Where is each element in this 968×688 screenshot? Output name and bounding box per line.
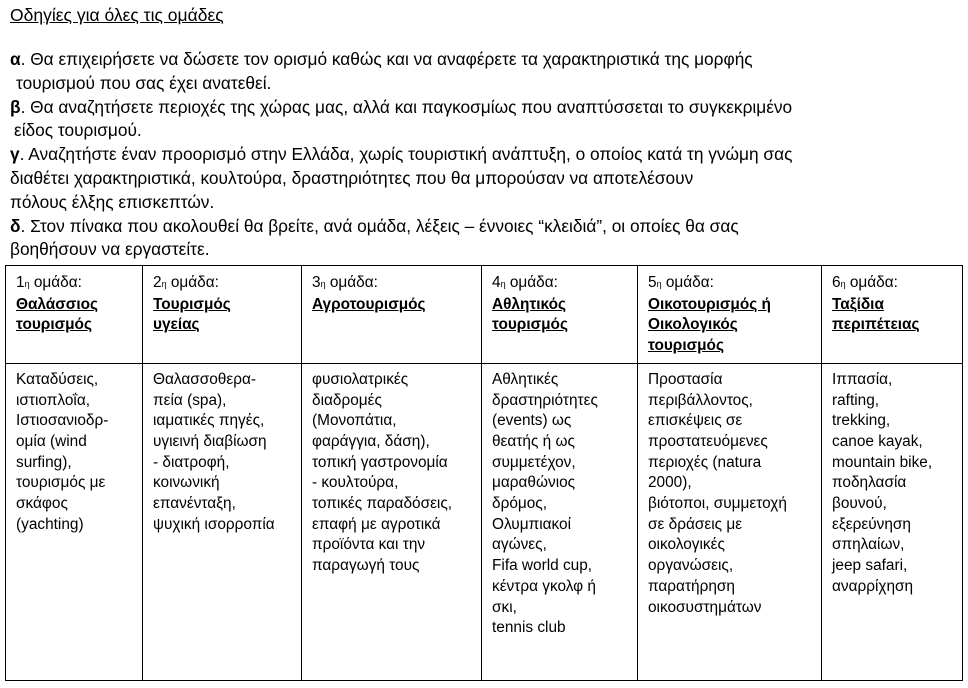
keyword-line: canoe kayak,	[832, 432, 923, 450]
group-name: Ταξίδια	[832, 295, 884, 313]
instruction-text: είδος τουρισμού.	[14, 120, 142, 141]
keyword-line: Θαλασσοθερα-	[153, 370, 256, 388]
keyword-line: τοπικές παραδόσεις,	[312, 495, 453, 513]
keyword-line: δραστηριότητες	[492, 391, 598, 409]
instruction-text: βοηθήσουν να εργαστείτε.	[10, 239, 210, 260]
instructions-list	[10, 48, 960, 262]
keyword-line: μαραθώνιος	[492, 474, 576, 492]
keyword-line: αναρρίχηση	[832, 577, 914, 595]
keyword-line: περιβάλλοντος,	[648, 391, 753, 409]
keyword-line: επανένταξη,	[153, 495, 236, 513]
keyword-line: θεατής ή ως	[492, 432, 575, 450]
keyword-line: επισκέψεις σε	[648, 412, 743, 430]
group-name: Αθλητικός	[492, 295, 567, 313]
keyword-line: περιοχές (natura	[648, 453, 762, 471]
instruction-text: τουρισμού που σας έχει ανατεθεί.	[16, 72, 272, 93]
group-label: ομάδα:	[166, 274, 219, 291]
instruction-marker: δ	[10, 215, 21, 236]
keyword-line: - διατροφή,	[153, 453, 230, 471]
group-number-suffix: η	[840, 279, 846, 289]
keyword-line: ποδηλασία	[832, 474, 907, 492]
group-name: Οικολογικός	[648, 316, 738, 334]
keyword-line: προστατευόμενες	[648, 432, 768, 450]
keyword-line: οικοσυστημάτων	[648, 598, 762, 616]
group-number: 3	[312, 274, 321, 291]
instruction-text: . Θα αναζητήσετε περιοχές της χώρας μας, αλλά και παγκοσμίως που αναπτύσσεται το συγκεκριμένο	[20, 96, 793, 117]
instruction-text: διαθέτει χαρακτηριστικά, κουλτούρα, δραστηριότητες που θα μπορούσαν να αποτελέσουν	[10, 167, 694, 188]
keyword-line: βουνού,	[832, 495, 887, 513]
keyword-line: 2000),	[648, 474, 692, 492]
keyword-line: ομία (wind	[16, 432, 87, 450]
keyword-line: trekking,	[832, 412, 891, 430]
keyword-line: (yachting)	[16, 515, 84, 533]
keyword-line: Fifa world cup,	[492, 557, 593, 575]
group-name: Αγροτουρισμός	[312, 295, 426, 313]
instruction-text: πόλους έλξης επισκεπτών.	[10, 191, 215, 212]
group-name: περιπέτειας	[832, 316, 920, 334]
group-number: 2	[153, 274, 162, 291]
group-name: Θαλάσσιος	[16, 295, 99, 313]
page-heading: Οδηγίες για όλες τις ομάδες	[10, 5, 224, 25]
group-name: τουρισμός	[16, 316, 92, 334]
table-header-row	[6, 266, 963, 364]
keyword-line: (events) ως	[492, 412, 572, 430]
instruction-c	[10, 143, 960, 214]
keyword-line: jeep safari,	[832, 557, 908, 575]
group-keywords-cell	[638, 363, 822, 680]
keyword-line: επαφή με αγροτικά	[312, 515, 441, 533]
instruction-a	[10, 48, 960, 96]
group-label: ομάδα:	[845, 274, 898, 291]
keyword-line: ψυχική ισορροπία	[153, 515, 275, 533]
group-header-cell	[822, 266, 963, 364]
keyword-line: προϊόντα και την	[312, 536, 426, 554]
instruction-d	[10, 215, 960, 263]
keyword-line: φαράγγια, δάση),	[312, 432, 430, 450]
keyword-line: διαδρομές	[312, 391, 382, 409]
instruction-marker: γ	[10, 144, 20, 165]
keyword-line: οργανώσεις,	[648, 557, 734, 575]
keyword-line: συμμετέχον,	[492, 453, 576, 471]
group-label: ομάδα:	[505, 274, 558, 291]
group-number-suffix: η	[500, 279, 506, 289]
group-keywords-cell	[143, 363, 302, 680]
keyword-line: τουρισμός με	[16, 474, 106, 492]
keyword-line: υγιεινή διαβίωση	[153, 432, 267, 450]
instruction-text: . Στον πίνακα που ακολουθεί θα βρείτε, ανά ομάδα, λέξεις – έννοιες “κλειδιά”, οι οποίες θα σας	[20, 215, 739, 236]
instruction-marker: β	[10, 96, 21, 117]
keyword-line: Ιππασία,	[832, 370, 893, 388]
keyword-line: οικολογικές	[648, 536, 725, 554]
keyword-line: τοπική γαστρονομία	[312, 453, 448, 471]
table-row	[6, 363, 963, 680]
keyword-line: παρατήρηση	[648, 577, 735, 595]
keyword-line: δρόμος,	[492, 495, 548, 513]
group-number: 4	[492, 274, 501, 291]
keyword-line: σκάφος	[16, 495, 68, 513]
group-number-suffix: η	[161, 279, 167, 289]
keyword-line: surfing),	[16, 453, 72, 471]
group-label: ομάδα:	[29, 274, 82, 291]
group-header-cell	[482, 266, 638, 364]
groups-table	[5, 265, 963, 681]
group-name: τουρισμός	[648, 337, 724, 355]
group-number-suffix: η	[656, 279, 662, 289]
group-keywords-cell	[482, 363, 638, 680]
keyword-line: Ιστιοσανιοδρ-	[16, 412, 109, 430]
group-keywords-cell	[6, 363, 143, 680]
keyword-line: ιστιοπλοΐα,	[16, 391, 90, 409]
group-number: 5	[648, 274, 657, 291]
keyword-line: εξερεύνηση	[832, 515, 911, 533]
keyword-line: κοινωνική	[153, 474, 220, 492]
keyword-line: rafting,	[832, 391, 880, 409]
group-number-suffix: η	[24, 279, 30, 289]
keyword-line: βιότοποι, συμμετοχή	[648, 495, 787, 513]
keyword-line: πεία (spa),	[153, 391, 227, 409]
instruction-text: . Αναζητήστε έναν προορισμό στην Ελλάδα, χωρίς τουριστική ανάπτυξη, ο οποίος κατά τη γνώμη σας	[19, 144, 793, 165]
group-name: τουρισμός	[492, 316, 568, 334]
keyword-line: tennis club	[492, 619, 566, 637]
group-name: Οικοτουρισμός ή	[648, 295, 771, 313]
group-header-cell	[143, 266, 302, 364]
group-header-cell	[6, 266, 143, 364]
keyword-line: σε δράσεις με	[648, 515, 743, 533]
group-header-cell	[638, 266, 822, 364]
group-label: ομάδα:	[661, 274, 714, 291]
keyword-line: mountain bike,	[832, 453, 933, 471]
keyword-line: ιαματικές πηγές,	[153, 412, 265, 430]
keyword-line: κέντρα γκολφ ή	[492, 577, 596, 595]
keyword-line: - κουλτούρα,	[312, 474, 399, 492]
group-number: 6	[832, 274, 841, 291]
group-keywords-cell	[302, 363, 482, 680]
keyword-line: παραγωγή τους	[312, 557, 420, 575]
keyword-line: Αθλητικές	[492, 370, 559, 388]
keyword-line: αγώνες,	[492, 536, 547, 554]
group-number-suffix: η	[320, 279, 326, 289]
keyword-line: Ολυμπιακοί	[492, 515, 572, 533]
keyword-line: (Μονοπάτια,	[312, 412, 397, 430]
keyword-line: σκι,	[492, 598, 517, 616]
group-keywords-cell	[822, 363, 963, 680]
instruction-b	[10, 96, 960, 144]
keyword-line: Προστασία	[648, 370, 723, 388]
group-name: Τουρισμός	[153, 295, 231, 313]
group-number: 1	[16, 274, 25, 291]
keyword-line: Καταδύσεις,	[16, 370, 99, 388]
instruction-text: . Θα επιχειρήσετε να δώσετε τον ορισμό καθώς και να αναφέρετε τα χαρακτηριστικά της μορφής	[20, 49, 753, 69]
keyword-line: φυσιολατρικές	[312, 370, 409, 388]
group-name: υγείας	[153, 316, 200, 334]
keyword-line: σπηλαίων,	[832, 536, 905, 554]
instruction-marker: α	[10, 49, 21, 69]
group-header-cell	[302, 266, 482, 364]
group-label: ομάδα:	[325, 274, 378, 291]
